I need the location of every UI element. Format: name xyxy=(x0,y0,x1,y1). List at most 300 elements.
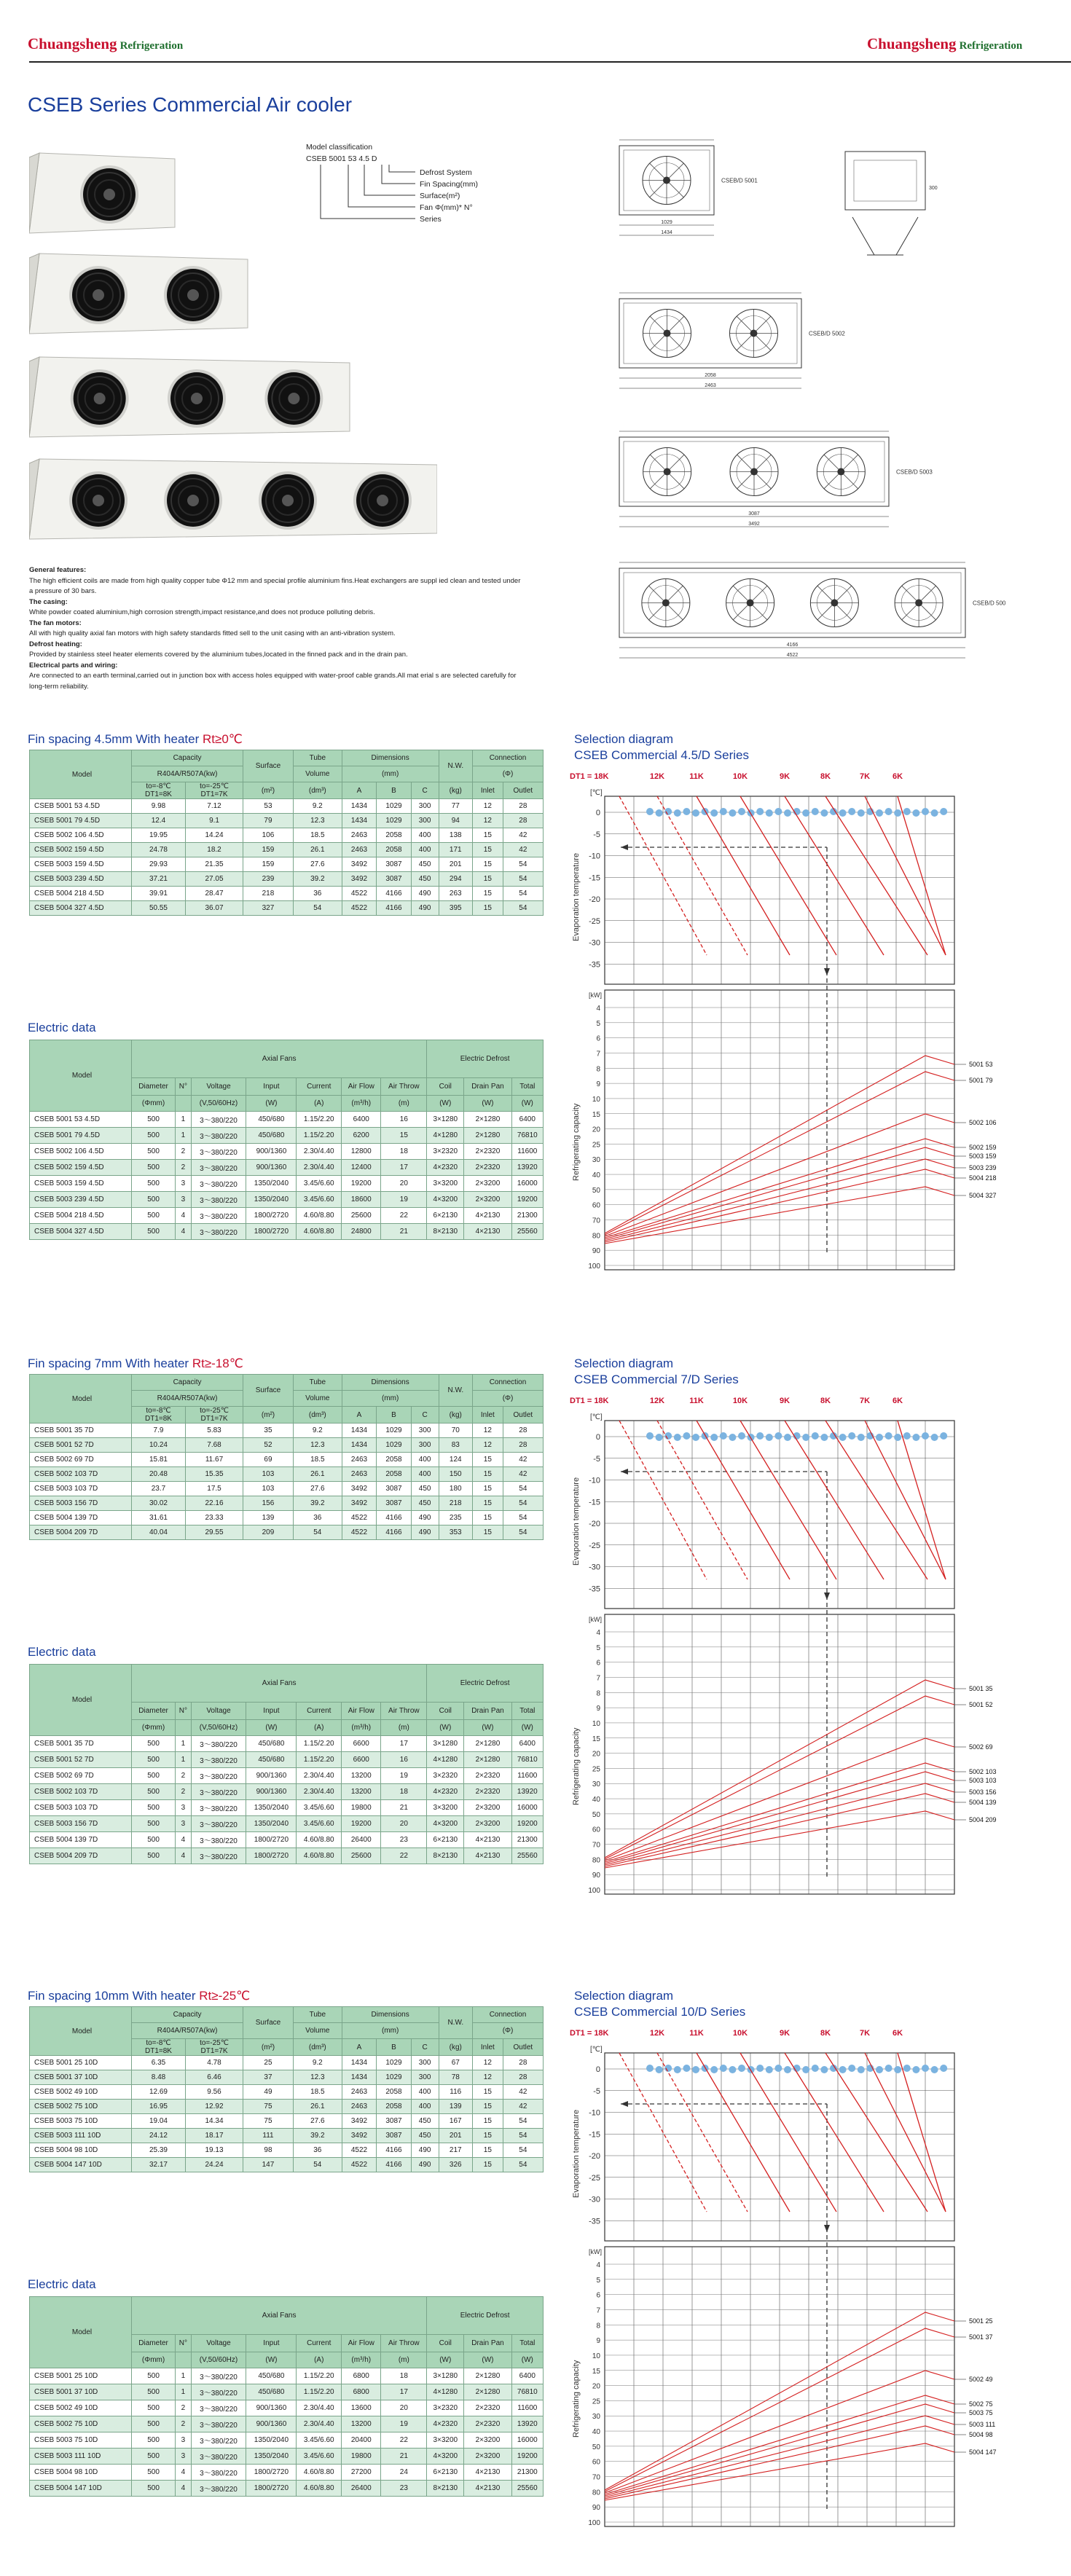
table-cell: 3～380/220 xyxy=(191,1816,246,1832)
col-model: Model xyxy=(30,750,132,799)
table-cell: 39.2 xyxy=(293,2129,342,2143)
table-cell: 26400 xyxy=(342,1832,381,1848)
section-heading xyxy=(28,732,243,747)
table-cell: 15.81 xyxy=(132,1453,186,1467)
fan-icon xyxy=(69,266,128,324)
table-cell: 3×1280 xyxy=(427,1112,464,1128)
dot-marker xyxy=(756,1432,764,1440)
table-cell: 70 xyxy=(439,1424,472,1438)
curve-label: 5003 103 xyxy=(969,1777,997,1784)
col-nw-unit: (kg) xyxy=(439,782,472,799)
table-cell: 15 xyxy=(473,901,503,916)
table-cell: 8×2130 xyxy=(427,1848,464,1864)
gf-text-3: Provided by stainless steel heater elements covered by the aluminium tubes,located in the finned pack and in the drain pan. xyxy=(29,651,408,659)
table-row xyxy=(30,1224,544,1240)
table-cell: 167 xyxy=(439,2114,472,2129)
curve-label: 5002 49 xyxy=(969,2376,993,2383)
table-cell: 450 xyxy=(411,2129,439,2143)
table-cell: 500 xyxy=(132,2481,176,2497)
table-cell: CSEB 5003 75 10D xyxy=(30,2114,132,2129)
col-coil: Coil xyxy=(427,1703,464,1720)
table-cell: 1029 xyxy=(377,1424,412,1438)
dot-marker xyxy=(931,1434,938,1441)
col-axial-fans: Axial Fans xyxy=(132,1665,427,1703)
table-cell: 3.45/6.60 xyxy=(297,2432,342,2449)
table-cell: 326 xyxy=(439,2158,472,2172)
table-cell: 39.91 xyxy=(132,887,186,901)
table-cell: 12 xyxy=(473,814,503,828)
table-cell: 28 xyxy=(503,2056,543,2070)
fan-guard-icon xyxy=(730,310,778,358)
col-unit: (m³/h) xyxy=(342,1096,381,1112)
col-dimensions: Dimensions xyxy=(342,750,439,766)
table-cell: 3～380/220 xyxy=(191,1112,246,1128)
table-cell: 21300 xyxy=(511,1208,543,1224)
table-cell: 17 xyxy=(381,1160,427,1176)
kw-tick-label: 9 xyxy=(596,1705,600,1713)
table-cell: 4522 xyxy=(342,2158,377,2172)
table-cell: 3×3200 xyxy=(427,2432,464,2449)
table-cell: 1800/2720 xyxy=(246,1832,297,1848)
table-cell: 75 xyxy=(243,2100,294,2114)
table-cell: 2×3200 xyxy=(464,1816,511,1832)
technical-drawings xyxy=(597,131,1005,670)
table-cell: 150 xyxy=(439,1467,472,1482)
col-tube: Tube xyxy=(293,2007,342,2023)
table-cell: 450/680 xyxy=(246,2368,297,2384)
col-nw-unit: (kg) xyxy=(439,2039,472,2056)
kw-tick-label: 30 xyxy=(592,1156,600,1165)
dot-marker xyxy=(820,2066,828,2073)
col-total: Total xyxy=(511,1703,543,1720)
table-cell: 500 xyxy=(132,1112,176,1128)
table-cell: 27.6 xyxy=(293,857,342,872)
to2-label: to=-25℃ xyxy=(200,1407,229,1415)
col-electric-defrost: Electric Defrost xyxy=(427,2297,544,2335)
table-row xyxy=(30,1736,544,1752)
table-cell: 900/1360 xyxy=(246,2400,297,2416)
kw-tick-label: 90 xyxy=(592,1872,600,1880)
col-outlet: Outlet xyxy=(503,2039,543,2056)
table-cell: 2463 xyxy=(342,2085,377,2100)
table-cell: 23 xyxy=(381,2481,427,2497)
table-cell: 4 xyxy=(176,2465,191,2481)
table-row xyxy=(30,1816,544,1832)
table-cell: 2.30/4.40 xyxy=(297,1768,342,1784)
table-cell: 3087 xyxy=(377,2129,412,2143)
kw-tick-label: 25 xyxy=(592,2398,600,2406)
table-cell: 83 xyxy=(439,1438,472,1453)
table-cell: 13920 xyxy=(511,1784,543,1800)
temp-tick-label: -10 xyxy=(589,1476,600,1485)
table-cell: 28 xyxy=(503,799,543,814)
table-row xyxy=(30,1208,544,1224)
dot-marker xyxy=(692,2066,699,2073)
table-cell: 10.24 xyxy=(132,1438,186,1453)
kw-tick-label: 25 xyxy=(592,1141,600,1150)
table-cell: CSEB 5004 147 10D xyxy=(30,2481,132,2497)
table-cell: 2×3200 xyxy=(464,1192,511,1208)
table-cell: 7.12 xyxy=(185,799,243,814)
dt-tick-label: 9K xyxy=(779,772,790,781)
table-cell: 15 xyxy=(473,2114,503,2129)
gf-label-3: Defrost heating: xyxy=(29,640,82,648)
table-cell: 28 xyxy=(503,1424,543,1438)
table-cell: 24.24 xyxy=(185,2158,243,2172)
table-cell: 300 xyxy=(411,814,439,828)
table-cell: 2×2320 xyxy=(464,1160,511,1176)
table-cell: 28 xyxy=(503,2070,543,2085)
table-cell: 395 xyxy=(439,901,472,916)
table-cell: 36.07 xyxy=(185,901,243,916)
table-cell: 79 xyxy=(243,814,294,828)
dot-marker xyxy=(812,2065,819,2072)
table-cell: 21300 xyxy=(511,2465,543,2481)
table-cell: 1350/2040 xyxy=(246,2449,297,2465)
fan-guard-icon xyxy=(817,448,865,496)
col-capacity: Capacity xyxy=(132,750,243,766)
col-volume: Volume xyxy=(293,2023,342,2039)
table-cell: 4522 xyxy=(342,2143,377,2158)
kw-tick-label: 5 xyxy=(596,1019,600,1028)
table-cell: CSEB 5002 69 7D xyxy=(30,1453,132,1467)
drawing-label: CSEB/D 5002 xyxy=(809,330,845,337)
table-cell: 3.45/6.60 xyxy=(297,1192,342,1208)
table-cell: 28.47 xyxy=(185,887,243,901)
section-1 xyxy=(0,732,1071,1315)
table-cell: 3 xyxy=(176,2432,191,2449)
section-heading xyxy=(28,1356,243,1371)
col-c: C xyxy=(411,1407,439,1424)
diagram-wrap xyxy=(568,1391,998,1905)
table-cell: 2 xyxy=(176,1784,191,1800)
table-cell: 4×3200 xyxy=(427,1192,464,1208)
table-row xyxy=(30,1832,544,1848)
col-refrigerant: R404A/R507A(kw) xyxy=(132,1391,243,1407)
dt-tick-label: 8K xyxy=(820,772,831,781)
dt-tick-label: 12K xyxy=(649,2029,665,2038)
col-to1 xyxy=(132,1407,186,1424)
table-cell: CSEB 5004 218 4.5D xyxy=(30,887,132,901)
kw-tick-label: 25 xyxy=(592,1765,600,1774)
table-cell: CSEB 5003 111 10D xyxy=(30,2129,132,2143)
table-cell: 14.24 xyxy=(185,828,243,843)
col-coil: Coil xyxy=(427,1078,464,1096)
fan-icon xyxy=(164,471,222,530)
temp-tick-label: -25 xyxy=(589,2173,600,2183)
table-cell: 30.02 xyxy=(132,1496,186,1511)
table-cell: 3087 xyxy=(377,857,412,872)
dot-marker xyxy=(774,1432,782,1440)
table-cell: 28 xyxy=(503,1438,543,1453)
curve-label: 5003 159 xyxy=(969,1152,997,1160)
table-cell: CSEB 5001 79 4.5D xyxy=(30,1128,132,1144)
dot-marker xyxy=(756,2065,764,2072)
table-cell: 900/1360 xyxy=(246,1768,297,1784)
table-cell: 15 xyxy=(473,1496,503,1511)
table-cell: 32.17 xyxy=(132,2158,186,2172)
table-cell: 49 xyxy=(243,2085,294,2100)
dot-marker xyxy=(683,808,690,815)
table-cell: 124 xyxy=(439,1453,472,1467)
dot-marker xyxy=(931,2066,938,2073)
table-row xyxy=(30,2143,544,2158)
table-row xyxy=(30,1752,544,1768)
fan-icon xyxy=(71,369,129,428)
table-cell: 2463 xyxy=(342,2100,377,2114)
unit-photo-5002 xyxy=(29,254,248,334)
table-cell: 6400 xyxy=(511,1112,543,1128)
table-cell: 15 xyxy=(473,872,503,887)
table-cell: 15 xyxy=(473,1453,503,1467)
kw-tick-label: 9 xyxy=(596,1080,600,1089)
drawing-4 xyxy=(619,562,1005,658)
table-cell: 12400 xyxy=(342,1160,381,1176)
table-row xyxy=(30,1525,544,1540)
table-cell: 36 xyxy=(293,887,342,901)
table-cell: 2.30/4.40 xyxy=(297,1160,342,1176)
table-cell: 103 xyxy=(243,1467,294,1482)
table-cell: 28 xyxy=(503,814,543,828)
table-cell: 94 xyxy=(439,814,472,828)
table-cell: 1350/2040 xyxy=(246,2432,297,2449)
table-cell: 4166 xyxy=(377,887,412,901)
kw-tick-label: 70 xyxy=(592,1841,600,1850)
curve-label: 5003 75 xyxy=(969,2409,993,2416)
col-outlet: Outlet xyxy=(503,1407,543,1424)
table-cell: 2×3200 xyxy=(464,2432,511,2449)
dot-marker xyxy=(802,2066,809,2073)
table-cell: 9.2 xyxy=(293,1424,342,1438)
table-cell: 4 xyxy=(176,1208,191,1224)
table-cell: 8.48 xyxy=(132,2070,186,2085)
table-row xyxy=(30,2449,544,2465)
temp-tick-label: -5 xyxy=(593,2086,600,2096)
col-airthrow: Air Throw xyxy=(381,2335,427,2352)
drawing-2 xyxy=(619,293,845,388)
table-cell: 16000 xyxy=(511,1176,543,1192)
electric-heading: Electric data xyxy=(28,1021,96,1034)
table-cell: 263 xyxy=(439,887,472,901)
dt-axis-label: DT1 = 18K xyxy=(570,1397,609,1405)
table-cell: 500 xyxy=(132,2400,176,2416)
table-cell: 26.1 xyxy=(293,2100,342,2114)
gf-label-2: The fan motors: xyxy=(29,619,82,627)
table-cell: 39.2 xyxy=(293,1496,342,1511)
kw-tick-label: 6 xyxy=(596,1034,600,1043)
kw-tick-label: 30 xyxy=(592,1780,600,1789)
temp-tick-label: -5 xyxy=(593,1454,600,1464)
table-cell: 19200 xyxy=(511,1192,543,1208)
table-cell: 13200 xyxy=(342,1784,381,1800)
curve-label: 5004 98 xyxy=(969,2431,993,2438)
table-cell: 69 xyxy=(243,1453,294,1467)
drawing-label: CSEB/D 5003 xyxy=(896,468,933,476)
table-cell: 2 xyxy=(176,2400,191,2416)
col-unit: (W) xyxy=(246,1720,297,1736)
table-cell: 239 xyxy=(243,872,294,887)
dot-marker xyxy=(940,1432,947,1440)
dot-marker xyxy=(766,809,773,817)
table-row xyxy=(30,2416,544,2432)
table-cell: 490 xyxy=(411,887,439,901)
kw-tick-label: 100 xyxy=(588,1263,600,1271)
kw-tick-label: 4 xyxy=(596,1005,600,1013)
col-connection: Connection xyxy=(473,1375,544,1391)
dt1-label: DT1=8K xyxy=(144,790,172,798)
table-cell: 16000 xyxy=(511,1800,543,1816)
col-outlet: Outlet xyxy=(503,782,543,799)
to1-label: to=-8℃ xyxy=(146,782,171,790)
table-cell: 3～380/220 xyxy=(191,1224,246,1240)
kw-tick-label: 6 xyxy=(596,2291,600,2300)
table-cell: 1434 xyxy=(342,799,377,814)
table-cell: 12.69 xyxy=(132,2085,186,2100)
diagram-subheading: CSEB Commercial 10/D Series xyxy=(574,2005,746,2019)
table-cell: CSEB 5002 103 7D xyxy=(30,1784,132,1800)
table-cell: 2×1280 xyxy=(464,2384,511,2400)
col-unit: (m³/h) xyxy=(342,2352,381,2368)
table-cell: 2058 xyxy=(377,828,412,843)
table-cell: 26.1 xyxy=(293,1467,342,1482)
fan-guard-icon xyxy=(643,310,691,358)
table-cell: 6800 xyxy=(342,2368,381,2384)
table-cell: 76810 xyxy=(511,1128,543,1144)
kw-tick-label: 8 xyxy=(596,1065,600,1074)
col-a: A xyxy=(342,2039,377,2056)
dot-marker xyxy=(912,809,919,817)
table-cell: 15 xyxy=(473,1467,503,1482)
kw-tick-label: 7 xyxy=(596,1050,600,1059)
col-unit: (W) xyxy=(246,1096,297,1112)
table-cell: 2.30/4.40 xyxy=(297,1144,342,1160)
table-cell: 500 xyxy=(132,1176,176,1192)
col-model: Model xyxy=(30,1040,132,1112)
table-cell: 7.68 xyxy=(185,1438,243,1453)
table-cell: 1434 xyxy=(342,1438,377,1453)
table-cell: 2×2320 xyxy=(464,1144,511,1160)
dt-tick-label: 7K xyxy=(859,772,871,781)
table-cell: 24.12 xyxy=(132,2129,186,2143)
dot-marker xyxy=(656,2066,663,2073)
kw-tick-label: 10 xyxy=(592,1719,600,1728)
table-cell: 6800 xyxy=(342,2384,381,2400)
kw-tick-label: 40 xyxy=(592,2428,600,2437)
col-unit: (W) xyxy=(464,1096,511,1112)
table-cell: 450 xyxy=(411,1496,439,1511)
table-cell: 2×3200 xyxy=(464,2449,511,2465)
table-cell: 900/1360 xyxy=(246,1784,297,1800)
table-cell: 2×1280 xyxy=(464,1112,511,1128)
heading-text: Fin spacing 10mm With heater xyxy=(28,1989,200,2003)
table-cell: CSEB 5004 98 10D xyxy=(30,2143,132,2158)
table-cell: 29.55 xyxy=(185,1525,243,1540)
table-cell: 36 xyxy=(293,2143,342,2158)
table-cell: 4522 xyxy=(342,901,377,916)
col-unit: (W) xyxy=(427,1720,464,1736)
electric-table xyxy=(29,2296,544,2497)
table-cell: 1434 xyxy=(342,2056,377,2070)
dt-tick-label: 9K xyxy=(779,2029,790,2038)
kw-tick-label: 80 xyxy=(592,1232,600,1241)
table-cell: 500 xyxy=(132,1736,176,1752)
table-cell: 500 xyxy=(132,1848,176,1864)
table-cell: CSEB 5001 79 4.5D xyxy=(30,814,132,828)
capacity-table-wrap xyxy=(29,1374,544,1540)
capacity-table xyxy=(29,1374,544,1540)
temp-tick-label: -15 xyxy=(589,2130,600,2140)
table-cell: 4 xyxy=(176,1832,191,1848)
table-cell: 21300 xyxy=(511,1832,543,1848)
table-cell: 3492 xyxy=(342,1496,377,1511)
col-connection: Connection xyxy=(473,750,544,766)
table-cell: 3×3200 xyxy=(427,1800,464,1816)
col-model: Model xyxy=(30,2007,132,2056)
table-cell: 2×1280 xyxy=(464,1752,511,1768)
dot-marker xyxy=(766,2066,773,2073)
dot-marker xyxy=(710,2066,718,2073)
table-cell: 1.15/2.20 xyxy=(297,1736,342,1752)
col-nw: N.W. xyxy=(439,1375,472,1407)
table-cell: CSEB 5002 103 7D xyxy=(30,1467,132,1482)
col-airflow: Air Flow xyxy=(342,2335,381,2352)
table-cell: 23 xyxy=(381,1832,427,1848)
table-cell: 235 xyxy=(439,1511,472,1525)
table-cell: 19.95 xyxy=(132,828,186,843)
selection-diagram xyxy=(568,1391,998,1901)
table-cell: CSEB 5002 49 10D xyxy=(30,2400,132,2416)
table-row xyxy=(30,857,544,872)
table-cell: 39.2 xyxy=(293,872,342,887)
table-cell: 22 xyxy=(381,2432,427,2449)
table-cell: 3.45/6.60 xyxy=(297,1816,342,1832)
col-voltage: Voltage xyxy=(191,1078,246,1096)
col-nw: N.W. xyxy=(439,2007,472,2039)
evap-axis-title: Evaporation temperature xyxy=(572,852,581,941)
table-cell: 1029 xyxy=(377,814,412,828)
table-row xyxy=(30,2056,544,2070)
kw-tick-label: 15 xyxy=(592,1735,600,1743)
table-cell: CSEB 5002 159 4.5D xyxy=(30,1160,132,1176)
table-cell: 27.6 xyxy=(293,2114,342,2129)
table-cell: 4×2130 xyxy=(464,2465,511,2481)
table-cell: 1800/2720 xyxy=(246,2481,297,2497)
dot-marker xyxy=(656,1434,663,1441)
dot-marker xyxy=(756,808,764,815)
table-cell: 18 xyxy=(381,1784,427,1800)
dot-marker xyxy=(710,1434,718,1441)
col-electric-defrost: Electric Defrost xyxy=(427,1040,544,1078)
table-cell: 2.30/4.40 xyxy=(297,1784,342,1800)
dot-marker xyxy=(848,1432,855,1440)
table-cell: 7.9 xyxy=(132,1424,186,1438)
col-surface: Surface xyxy=(243,2007,294,2039)
table-cell: 54 xyxy=(293,901,342,916)
dot-marker xyxy=(858,2066,865,2073)
fan-guard-icon xyxy=(895,579,943,627)
table-cell: 4×3200 xyxy=(427,2449,464,2465)
kw-tick-label: 60 xyxy=(592,2458,600,2467)
dim-b: 1029 xyxy=(661,220,672,225)
evap-axis-title: Evaporation temperature xyxy=(572,2109,581,2198)
table-cell: 500 xyxy=(132,2432,176,2449)
refr-axis-title: Refrigerating capacity xyxy=(572,2360,581,2438)
table-cell: 156 xyxy=(243,1496,294,1511)
table-row xyxy=(30,1482,544,1496)
table-cell: 2×3200 xyxy=(464,1176,511,1192)
kw-tick-label: 50 xyxy=(592,1186,600,1195)
table-cell: 15 xyxy=(473,1511,503,1525)
